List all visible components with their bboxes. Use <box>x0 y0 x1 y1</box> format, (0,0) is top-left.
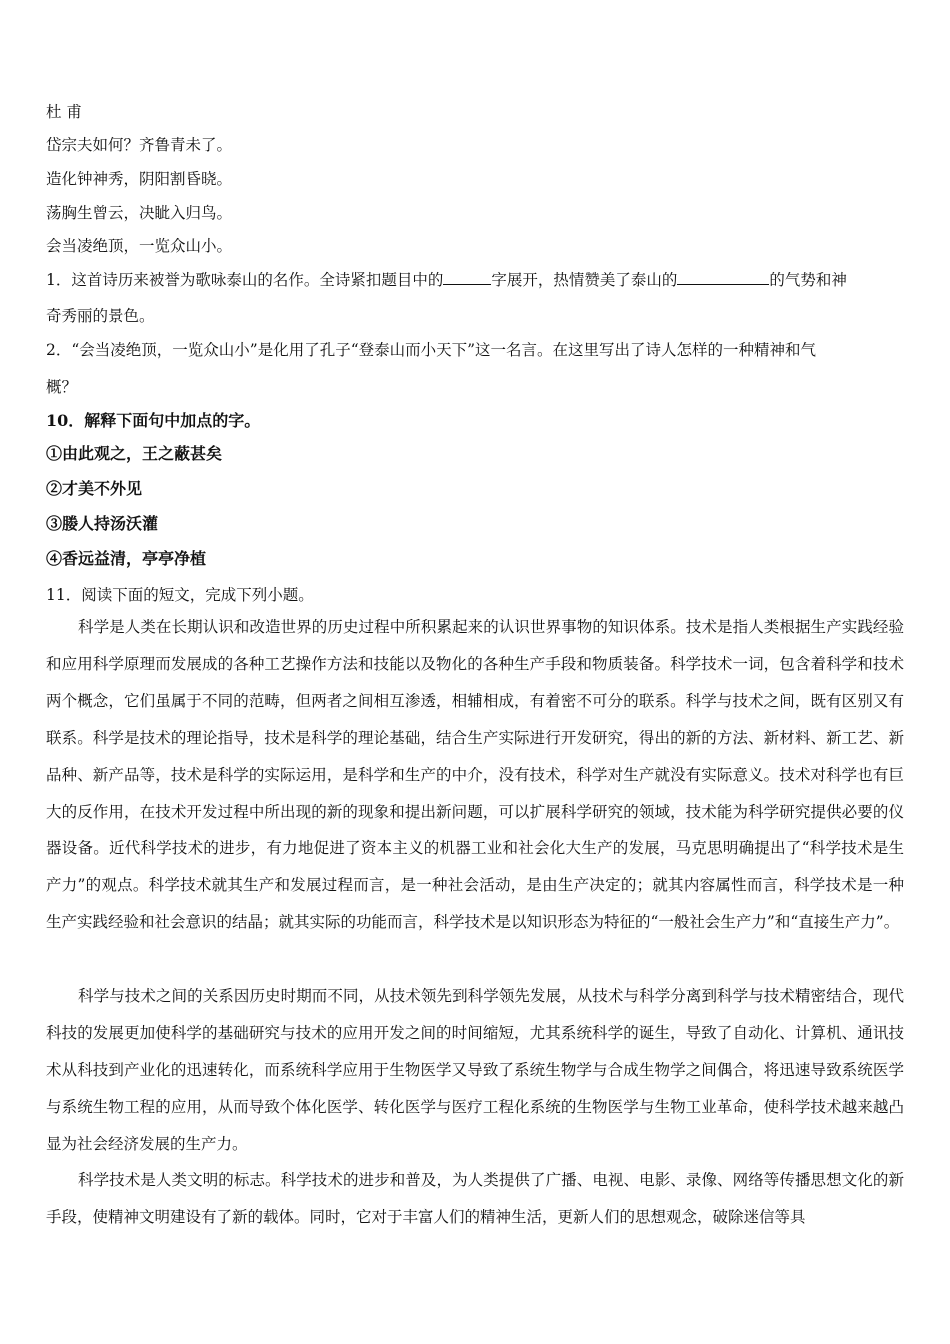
article-paragraph-3: 科学技术是人类文明的标志。科学技术的进步和普及，为人类提供了广播、电视、电影、录像、网络等传播思想文化的新手段，使精神文明建设有了新的载体。同时，它对于丰富人们的精神生活，更新人们的思想观念，破除迷信等具 <box>46 1171 904 1226</box>
question-10-item-4: ④香远益清，亭亭净植 <box>46 549 207 568</box>
question-1-continuation: 奇秀丽的景色。 <box>46 307 155 325</box>
question-10-item-2: ②才美不外见 <box>46 479 143 498</box>
poem-line-2: 造化钟神秀，阴阳割昏晓。 <box>46 170 233 188</box>
question-1-prefix: 1．这首诗历来被誉为歌咏泰山的名作。全诗紧扣题目中的 <box>46 271 444 289</box>
poem-author: 杜 甫 <box>46 103 82 121</box>
article-paragraph-2: 科学与技术之间的关系因历史时期而不同，从技术领先到科学领先发展，从技术与科学分离到科学与技术精密结合，现代科技的发展更加使科学的基础研究与技术的应用开发之间的时间缩短，尤其系统科学的诞生，导致了自动化、计算机、通讯技术从科技到产业化的迅速转化，而系统科学应用于生物医学又导致了系统生物学与合成生物学之间偶合，将迅速导致系统医学与系统生物工程的应用，从而导致个体化医学、转化医学与医疗工程化系统的生物医学与生物工业革命，使科学技术越来越凸显为社会经济发展的生产力。 <box>46 987 904 1153</box>
question-10-title: 10．解释下面句中加点的字。 <box>46 411 261 430</box>
question-2-line-1: 2．“会当凌绝顶，一览众山小”是化用了孔子“登泰山而小天下”这一名言。在这里写出了诗人怎样的一种精神和气 <box>46 341 817 359</box>
answer-blank-2 <box>677 269 769 285</box>
question-10-item-3: ③媵人持汤沃灌 <box>46 514 159 533</box>
question-1 <box>46 269 847 290</box>
article-paragraph-1: 科学是人类在长期认识和改造世界的历史过程中所积累起来的认识世界事物的知识体系。技术是指人类根据生产实践经验和应用科学原理而发展成的各种工艺操作方法和技能以及物化的各种生产手段和物质装备。科学技术一词，包含着科学和技术两个概念，它们虽属于不同的范畴，但两者之间相互渗透，相辅相成，有着密不可分的联系。科学与技术之间，既有区别又有联系。科学是技术的理论指导，技术是科学的理论基础，结合生产实际进行开发研究，得出的新的方法、新材料、新工艺、新品种、新产品等，技术是科学的实际运用，是科学和生产的中介，没有技术，科学对生产就没有实际意义。技术对科学也有巨大的反作用，在技术开发过程中所出现的新的现象和提出新问题，可以扩展科学研究的领域，技术能为科学研究提供必要的仪器设备。近代科学技术的进步，有力地促进了资本主义的机器工业和社会化大生产的发展，马克思明确提出了“科学技术是生产力”的观点。科学技术就其生产和发展过程而言，是一种社会活动，是由生产决定的；就其内容属性而言，科学技术是一种生产实践经验和社会意识的结晶；就其实际的功能而言，科学技术是以知识形态为特征的“一般社会生产力”和“直接生产力”。 <box>46 618 904 932</box>
poem-line-4: 会当凌绝顶，一览众山小。 <box>46 237 233 255</box>
question-1-middle: 字展开，热情赞美了泰山的 <box>491 271 678 289</box>
question-1-suffix: 的气势和神 <box>769 271 847 289</box>
poem-line-3: 荡胸生曾云，决眦入归鸟。 <box>46 204 233 222</box>
poem-line-1: 岱宗夫如何？齐鲁青未了。 <box>46 136 233 154</box>
answer-blank-1 <box>443 269 491 285</box>
question-10-item-1: ①由此观之，王之蔽甚矣 <box>46 444 223 463</box>
question-2-line-2: 概？ <box>46 378 78 396</box>
question-11-title: 11．阅读下面的短文，完成下列小题。 <box>46 586 314 604</box>
